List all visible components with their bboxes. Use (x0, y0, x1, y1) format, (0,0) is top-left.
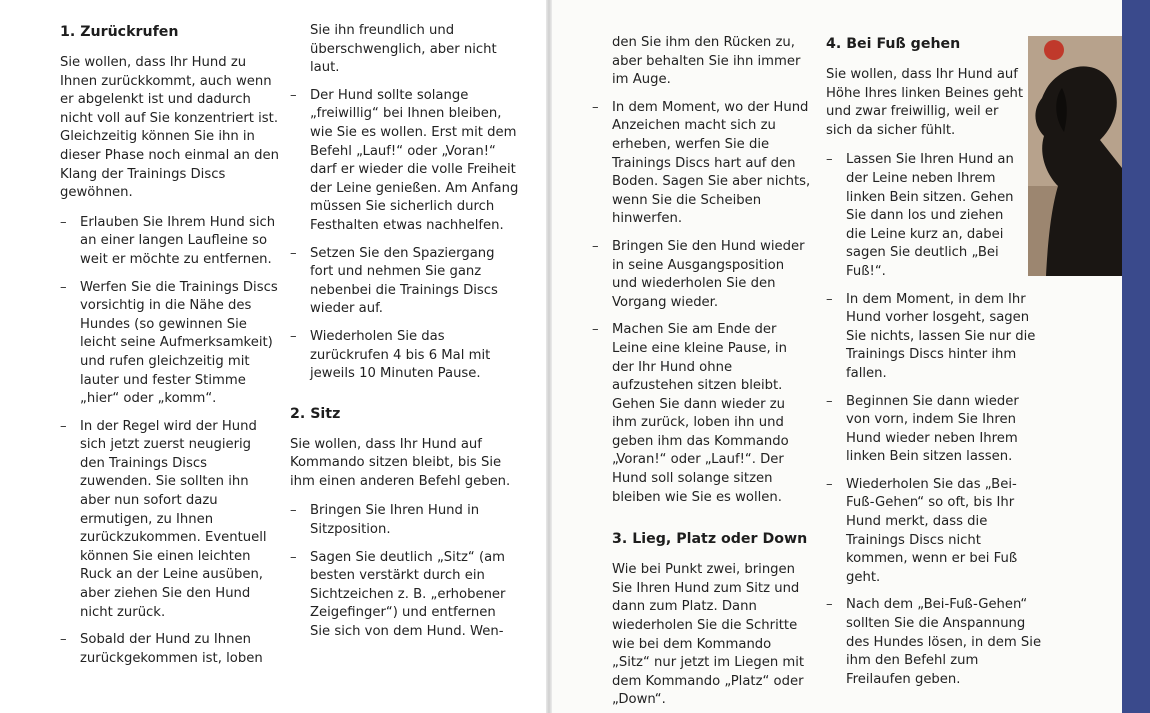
list-item: – Sagen Sie deutlich „Sitz“ (am besten verstärkt durch ein Sichtzeichen z. B. „erhobener Zeigefinger“) und entfernen Sie sich von dem Hund. Wen- (290, 549, 520, 642)
list-item: – Beginnen Sie dann wieder von vorn, indem Sie Ihren Hund wieder neben Ihrem linken Bein sitzen lassen. (826, 393, 1044, 467)
list-item: – Machen Sie am Ende der Leine eine kleine Pause, in der Ihr Hund ohne aufzustehen sitzen bleibt. Gehen Sie dann wieder zu ihm zurück, loben ihn und geben ihm das Kommando „Voran!“ oder „Lauf!“. Der Hund soll solange sitzen bleiben wie Sie es wollen. (592, 321, 812, 507)
continued-text: den Sie ihm den Rücken zu, aber behalten Sie ihn immer im Auge. (612, 35, 801, 88)
section-intro-sitz: Sie wollen, dass Ihr Hund auf Kommando sitzen bleibt, bis Sie ihm einen anderen Befehl geben. (290, 436, 511, 489)
column-4 (826, 34, 1044, 698)
column-1 (60, 22, 280, 677)
list-item: – In der Regel wird der Hund sich jetzt zuerst neugierig den Trainings Discs zuwenden. Sie sollten ihn aber nun sofort dazu ermutigen, zu Ihnen zurückzukommen. Eventuell können Sie einen leichten Ruck an der Leine ausüben, aber ziehen Sie den Hund nicht zurück. (60, 418, 280, 623)
list-item: – In dem Moment, wo der Hund Anzeichen macht sich zu erheben, werfen Sie die Trainings Discs hart auf den Boden. Sagen Sie aber nichts, wenn Sie die Scheiben hinwerfen. (592, 99, 812, 229)
column-2 (290, 22, 520, 651)
list-item: – Nach dem „Bei-Fuß-Gehen“ sollten Sie die Anspannung des Hundes lösen, in dem Sie ihm den Befehl zum Freilaufen geben. (826, 596, 1044, 689)
section-title-bei-fuss: 4. Bei Fuß gehen (826, 36, 961, 52)
continued-text: Sie ihn freundlich und überschwenglich, aber nicht laut. (310, 23, 497, 76)
column-3 (612, 34, 812, 710)
zurueckrufen-step-list-continued (290, 87, 520, 384)
zurueckrufen-step-list (60, 214, 280, 669)
section-intro-zurueckrufen: Sie wollen, dass Ihr Hund zu Ihnen zurückkommt, auch wenn er abgelenkt ist und dadurch nicht voll auf Sie konzentriert ist. Gleichzeitig können Sie ihn in dieser Phase noch einmal an den Klang der Trainings Discs gewöhnen. (60, 55, 279, 201)
bei-fuss-step-list (826, 151, 1044, 689)
section-title-sitz: 2. Sitz (290, 405, 341, 422)
sitz-step-list (290, 502, 520, 641)
list-item: – Sobald der Hund zu Ihnen zurückgekommen ist, loben (60, 631, 280, 668)
section-intro-lieg-platz-down: Wie bei Punkt zwei, bringen Sie Ihren Hund zum Sitz und dann zum Platz. Dann wiederholen Sie die Schritte wie bei dem Kommando „Sitz“ nur jetzt im Liegen mit dem Kommando „Platz“ oder „Down“. (612, 562, 805, 708)
list-item: – Wiederholen Sie das „Bei-Fuß-Gehen“ so oft, bis Ihr Hund merkt, dass die Trainings Discs nicht kommen, wenn er bei Fuß geht. (826, 476, 1044, 588)
list-item: – Bringen Sie Ihren Hund in Sitzposition. (290, 502, 520, 539)
list-item: – Der Hund sollte solange „freiwillig“ bei Ihnen bleiben, wie Sie es wollen. Erst mit dem Befehl „Lauf!“ oder „Voran!“ darf er wieder die volle Freiheit der Leine genießen. Am Anfang müssen Sie sicherlich durch Festhalten etwas nachhelfen. (290, 87, 520, 236)
book-spine (546, 0, 552, 713)
list-item: – In dem Moment, in dem Ihr Hund vorher losgeht, sagen Sie nichts, lassen Sie nur die Trainings Discs hinter ihm fallen. (826, 291, 1044, 384)
section-intro-bei-fuss: Sie wollen, dass Ihr Hund auf Höhe Ihres linken Beines geht und zwar freiwillig, weil er sich da sicher fühlt. (826, 67, 1024, 138)
list-item: – Bringen Sie den Hund wieder in seine Ausgangsposition und wiederholen Sie den Vorgang wieder. (592, 238, 812, 312)
list-item: – Lassen Sie Ihren Hund an der Leine neben Ihrem linken Bein sitzen. Gehen Sie dann los und ziehen die Leine kurz an, dabei sagen Sie deutlich „Bei Fuß!“. (826, 151, 1026, 281)
list-item: – Wiederholen Sie das zurückrufen 4 bis 6 Mal mit jeweils 10 Minuten Pause. (290, 328, 520, 384)
list-item: – Erlauben Sie Ihrem Hund sich an einer langen Laufleine so weit er möchte zu entfernen. (60, 214, 280, 270)
sitz-step-list-continued (592, 99, 812, 507)
blue-edge-band (1122, 0, 1150, 713)
section-title-zurueckrufen: 1. Zurückrufen (60, 24, 179, 40)
list-item: – Setzen Sie den Spaziergang fort und nehmen Sie ganz nebenbei die Trainings Discs wieder auf. (290, 245, 520, 319)
section-title-lieg-platz-down: 3. Lieg, Platz oder Down (612, 531, 808, 548)
list-item: – Werfen Sie die Trainings Discs vorsichtig in die Nähe des Hundes (so gewinnen Sie leicht seine Aufmerksamkeit) und rufen gleichzeitig mit lauter und fester Stimme „hier“ oder „komm“. (60, 279, 280, 409)
